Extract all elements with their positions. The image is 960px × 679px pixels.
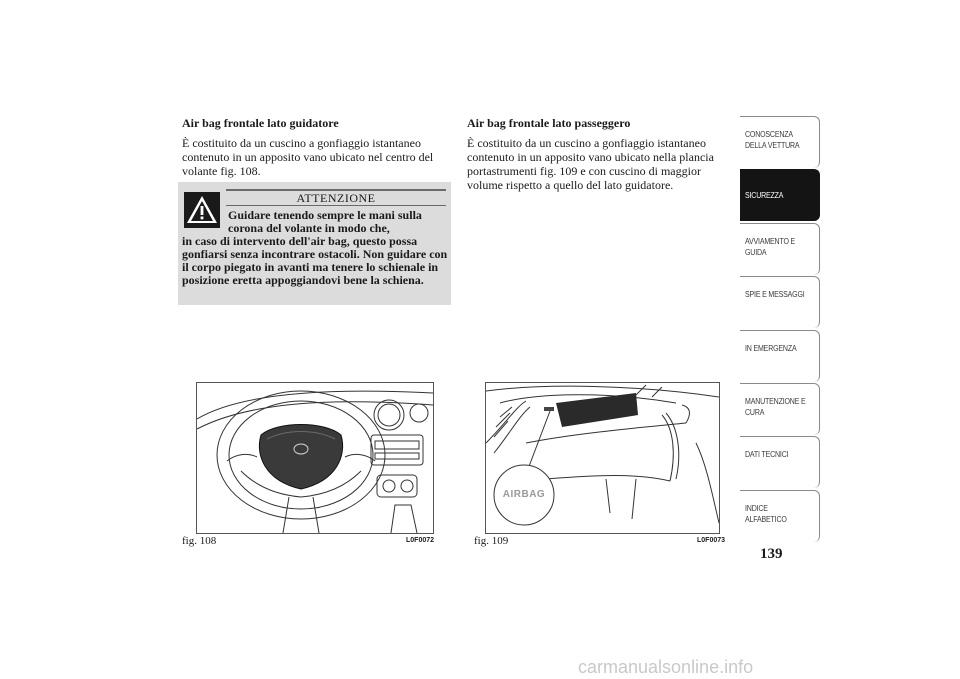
tab-label: CONOSCENZA DELLA VETTURA bbox=[745, 130, 800, 150]
figure-109-caption: fig. 109 bbox=[474, 535, 509, 547]
tab-indice-alfabetico[interactable] bbox=[740, 490, 820, 542]
watermark: carmanualsonline.info bbox=[578, 657, 754, 677]
steering-wheel-illustration bbox=[196, 382, 434, 534]
tab-label: MANUTENZIONE E CURA bbox=[745, 396, 806, 417]
page-number: 139 bbox=[760, 546, 783, 562]
figure-109-code: L0F0073 bbox=[697, 537, 726, 544]
tab-sicurezza[interactable] bbox=[740, 169, 820, 221]
tab-manutenzione-e-cura[interactable] bbox=[740, 383, 820, 435]
figure-108-caption: fig. 108 bbox=[182, 535, 217, 547]
passenger-airbag-text: È costituito da un cuscino a gonfiaggio istantaneo contenuto in un apposito vano ubicato nella plancia portastrumenti fig. 109 e con cuscino di maggior volume rispetto a quello del lato guidatore. bbox=[467, 136, 714, 192]
tab-avviamento-e-guida[interactable] bbox=[740, 223, 820, 275]
warning-box bbox=[178, 182, 451, 305]
driver-airbag-section bbox=[182, 116, 447, 178]
tab-label: IN EMERGENZA bbox=[745, 343, 797, 353]
passenger-airbag-heading: Air bag frontale lato passeggero bbox=[467, 116, 631, 130]
passenger-airbag-section bbox=[467, 116, 729, 192]
tab-spie-e-messaggi[interactable] bbox=[740, 276, 820, 328]
airbag-callout-label: AIRBAG bbox=[502, 489, 546, 500]
driver-airbag-text: È costituito da un cuscino a gonfiaggio istantaneo contenuto in un apposito vano ubicato nel centro del volante fig. 108. bbox=[182, 136, 434, 178]
dashboard-airbag-illustration bbox=[485, 382, 720, 534]
warning-triangle-icon bbox=[184, 192, 220, 228]
tab-dati-tecnici[interactable] bbox=[740, 436, 820, 488]
warning-title: ATTENZIONE bbox=[226, 189, 446, 206]
figure-108-code: L0F0072 bbox=[406, 537, 435, 544]
tab-label: INDICE ALFABETICO bbox=[745, 503, 787, 524]
tab-label: SICUREZZA bbox=[745, 191, 784, 201]
tab-label: SPIE E MESSAGGI bbox=[745, 290, 805, 300]
tab-in-emergenza[interactable] bbox=[740, 330, 820, 382]
driver-airbag-heading: Air bag frontale lato guidatore bbox=[182, 116, 339, 130]
warning-text-first: Guidare tenendo sempre le mani sulla corona del volante in modo che, bbox=[228, 208, 422, 235]
tab-label: AVVIAMENTO E GUIDA bbox=[745, 236, 796, 257]
tab-conoscenza-della-vettura[interactable] bbox=[740, 116, 820, 168]
chapter-tabs bbox=[740, 116, 820, 543]
warning-text: in caso di intervento dell'air bag, questo possa gonfiarsi senza incontrare ostacoli. Non guidare con il corpo piegato in avanti ma tenere lo schienale in posizione eretta appoggiandovi bene la schiena. bbox=[182, 234, 448, 287]
tab-label: DATI TECNICI bbox=[745, 450, 789, 460]
